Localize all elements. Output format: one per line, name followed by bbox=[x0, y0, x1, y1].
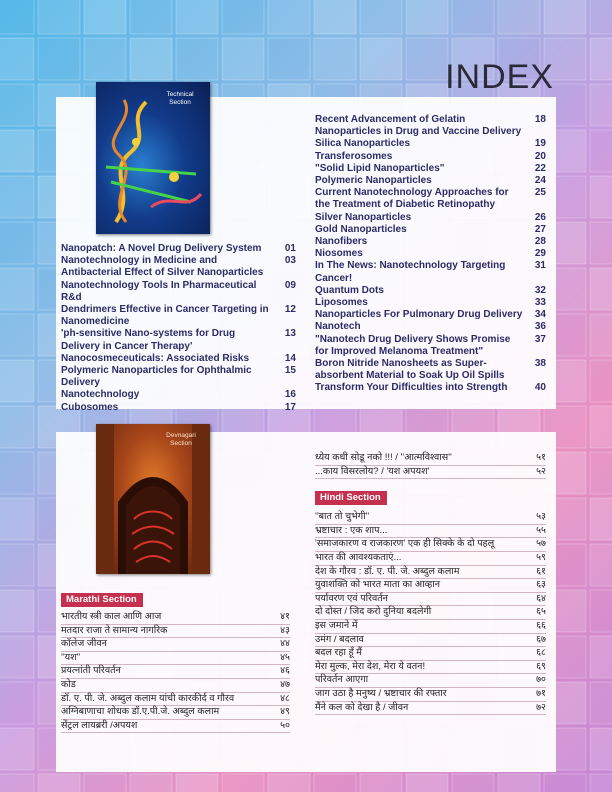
toc-entry bbox=[315, 212, 546, 224]
toc-entry-page: 27 bbox=[534, 223, 546, 235]
toc-entry-page: ६५ bbox=[536, 606, 546, 618]
toc-entry-page: 33 bbox=[534, 297, 546, 309]
hindi-toc bbox=[315, 511, 546, 715]
toc-entry-title: देश के गौरव : डॉ. ए. पी. जे. अब्दुल कलाम bbox=[315, 565, 460, 577]
toc-entry-title: दो दोस्त / जिद करो दुनिया बदलेगी bbox=[315, 606, 432, 618]
tile-111 bbox=[590, 314, 612, 356]
toc-entry bbox=[61, 255, 296, 279]
toc-entry bbox=[315, 163, 546, 175]
toc-entry-page: ७१ bbox=[536, 687, 546, 699]
tile-9 bbox=[406, 0, 448, 34]
toc-entry-title: In The News: Nanotechnology Targeting Cancer! bbox=[315, 260, 506, 284]
toc-entry bbox=[61, 353, 296, 365]
toc-entry-page: ७० bbox=[536, 674, 546, 686]
marathi-toc-continued bbox=[315, 452, 546, 479]
toc-entry-title: Transform Your Difficulties into Strength bbox=[315, 382, 508, 394]
tile-249 bbox=[498, 774, 540, 792]
toc-entry-title: भारतीय स्त्री काल आणि आज bbox=[61, 611, 162, 622]
toc-entry bbox=[315, 382, 546, 394]
tile-223 bbox=[590, 682, 612, 724]
tile-17 bbox=[130, 38, 172, 80]
toc-entry-page: ६७ bbox=[536, 633, 546, 645]
technical-section-cover bbox=[96, 82, 210, 234]
toc-entry-page: ५१ bbox=[536, 452, 546, 463]
toc-entry-title: "Solid Lipid Nanoparticles" bbox=[315, 162, 445, 174]
toc-entry-title: Current Nanotechnology Approaches for the Treatment of Diabetic Retinopathy bbox=[315, 187, 509, 211]
tile-140 bbox=[0, 452, 34, 494]
tile-126 bbox=[0, 406, 34, 448]
toc-entry-page: ४५ bbox=[280, 651, 290, 663]
toc-entry bbox=[315, 297, 546, 309]
toc-entry bbox=[61, 389, 296, 401]
toc-entry bbox=[315, 187, 546, 211]
tile-242 bbox=[176, 774, 218, 792]
toc-entry-page: 09 bbox=[284, 279, 296, 291]
toc-entry-title: इस जमाने में bbox=[315, 619, 358, 631]
toc-entry-page: 40 bbox=[534, 382, 546, 394]
tile-20 bbox=[268, 38, 310, 80]
toc-entry-page: 26 bbox=[534, 211, 546, 223]
tile-168 bbox=[0, 544, 34, 586]
toc-entry-page: ५७ bbox=[536, 538, 546, 550]
tile-182 bbox=[0, 590, 34, 632]
toc-entry bbox=[61, 365, 296, 389]
toc-entry-page: 17 bbox=[284, 401, 296, 413]
toc-entry-title: उमंग / बदलाव bbox=[315, 633, 364, 645]
tile-41 bbox=[590, 84, 612, 126]
toc-entry-page: 13 bbox=[284, 328, 296, 340]
toc-entry bbox=[61, 402, 296, 414]
toc-entry bbox=[315, 674, 546, 688]
toc-entry bbox=[61, 280, 296, 304]
tile-83 bbox=[590, 222, 612, 264]
toc-entry bbox=[315, 248, 546, 260]
tile-112 bbox=[0, 360, 34, 402]
toc-entry bbox=[61, 611, 290, 625]
toc-entry-title: Nanotech bbox=[315, 321, 361, 333]
toc-entry-title: Nanofibers bbox=[315, 236, 368, 248]
toc-entry-page: ५३ bbox=[536, 511, 546, 523]
toc-entry-page: 31 bbox=[534, 260, 546, 272]
toc-entry-title: Polymeric Nanoparticles for Ophthalmic Delivery bbox=[61, 365, 252, 389]
toc-entry-page: 01 bbox=[284, 243, 296, 254]
tile-55 bbox=[590, 130, 612, 172]
toc-entry-title: Nanopatch: A Novel Drug Delivery System bbox=[61, 243, 262, 254]
toc-entry-page: ४३ bbox=[280, 624, 290, 636]
toc-entry-title: Polymeric Nanoparticles bbox=[315, 175, 432, 187]
toc-entry bbox=[315, 525, 546, 539]
tile-5 bbox=[222, 0, 264, 34]
toc-entry bbox=[61, 328, 296, 352]
tile-28 bbox=[0, 84, 34, 126]
toc-entry bbox=[61, 693, 290, 707]
technical-toc-left bbox=[61, 243, 296, 414]
toc-entry-title: कोड bbox=[61, 678, 76, 690]
tile-244 bbox=[268, 774, 310, 792]
toc-entry bbox=[315, 236, 546, 248]
toc-entry-page: ६४ bbox=[536, 592, 546, 604]
toc-entry-title: Cubosomes bbox=[61, 401, 119, 413]
toc-entry-page: 24 bbox=[534, 175, 546, 187]
tile-11 bbox=[498, 0, 540, 34]
toc-entry bbox=[315, 466, 546, 480]
tile-69 bbox=[590, 176, 612, 218]
tile-18 bbox=[176, 38, 218, 80]
toc-entry-title: सेंट्रल लायब्ररी /अपयश bbox=[61, 719, 138, 731]
tile-153 bbox=[590, 452, 612, 494]
toc-entry bbox=[315, 661, 546, 675]
toc-entry bbox=[315, 138, 546, 150]
toc-entry bbox=[315, 579, 546, 593]
tile-139 bbox=[590, 406, 612, 448]
toc-entry bbox=[315, 511, 546, 525]
devnagari-section-cover bbox=[96, 424, 210, 574]
toc-entry-title: Nanocosmeceuticals: Associated Risks bbox=[61, 352, 250, 364]
toc-entry-page: ५५ bbox=[536, 524, 546, 536]
toc-entry-title: Niosomes bbox=[315, 248, 363, 260]
toc-entry bbox=[315, 634, 546, 648]
tile-224 bbox=[0, 728, 34, 770]
toc-entry bbox=[315, 606, 546, 620]
toc-entry-page: 12 bbox=[284, 304, 296, 316]
toc-entry-title: Liposomes bbox=[315, 297, 368, 309]
tile-251 bbox=[590, 774, 612, 792]
tile-10 bbox=[452, 0, 494, 34]
tile-237 bbox=[590, 728, 612, 770]
toc-entry bbox=[315, 538, 546, 552]
toc-entry-title: बदल रहा हूँ मैं bbox=[315, 647, 362, 659]
toc-entry bbox=[61, 304, 296, 328]
toc-entry bbox=[61, 679, 290, 693]
toc-entry-title: Silica Nanoparticles bbox=[315, 138, 411, 150]
toc-entry-page: ४९ bbox=[280, 706, 290, 718]
toc-entry-page: 28 bbox=[534, 236, 546, 248]
toc-entry-title: अग्निबाणाचा शोधक डॉ.ए.पी.जे. अब्दुल कलाम bbox=[61, 706, 220, 718]
tile-98 bbox=[0, 314, 34, 356]
tile-250 bbox=[544, 774, 586, 792]
toc-entry bbox=[315, 114, 546, 138]
tile-195 bbox=[590, 590, 612, 632]
tile-15 bbox=[38, 38, 80, 80]
toc-entry-page: 29 bbox=[534, 248, 546, 260]
tile-248 bbox=[452, 774, 494, 792]
tile-246 bbox=[360, 774, 402, 792]
toc-entry-page: 37 bbox=[534, 333, 546, 345]
technical-toc-right bbox=[315, 114, 546, 395]
tile-0 bbox=[0, 0, 34, 34]
tile-245 bbox=[314, 774, 356, 792]
toc-entry bbox=[315, 620, 546, 634]
toc-entry bbox=[315, 647, 546, 661]
toc-entry-page: ६८ bbox=[536, 647, 546, 659]
toc-entry bbox=[315, 285, 546, 297]
tile-209 bbox=[590, 636, 612, 678]
toc-entry-page: 03 bbox=[284, 255, 296, 267]
toc-entry bbox=[315, 702, 546, 716]
toc-entry-page: ४१ bbox=[280, 611, 290, 622]
toc-entry bbox=[315, 151, 546, 163]
tile-7 bbox=[314, 0, 356, 34]
toc-entry-title: Nanotechnology bbox=[61, 389, 140, 401]
toc-entry bbox=[315, 452, 546, 466]
toc-entry bbox=[315, 566, 546, 580]
tile-6 bbox=[268, 0, 310, 34]
devnagari-right-column bbox=[315, 452, 546, 715]
toc-entry-page: 15 bbox=[284, 365, 296, 377]
tile-21 bbox=[314, 38, 356, 80]
toc-entry-title: Boron Nitride Nanosheets as Super-absorbent Material to Soak Up Oil Spills bbox=[315, 358, 505, 382]
tile-154 bbox=[0, 498, 34, 540]
tile-210 bbox=[0, 682, 34, 724]
toc-entry-page: ५२ bbox=[536, 465, 546, 477]
tile-23 bbox=[406, 38, 448, 80]
toc-entry-title: भारत की आवश्यकताएं... bbox=[315, 551, 402, 563]
tile-22 bbox=[360, 38, 402, 80]
toc-entry-page: 19 bbox=[534, 138, 546, 150]
toc-entry-page: 34 bbox=[534, 309, 546, 321]
toc-entry bbox=[315, 224, 546, 236]
toc-entry-title: Transferosomes bbox=[315, 150, 393, 162]
toc-entry-title: Dendrimers Effective in Cancer Targeting in Nanomedicine bbox=[61, 304, 269, 328]
tile-12 bbox=[544, 0, 586, 34]
toc-entry-title: भ्रष्टाचार : एक शाप... bbox=[315, 524, 388, 536]
toc-entry-title: Nanotechnology in Medicine and Antibacterial Effect of Silver Nanoparticles bbox=[61, 255, 264, 279]
toc-entry bbox=[61, 625, 290, 639]
toc-entry bbox=[315, 260, 546, 284]
tile-8 bbox=[360, 0, 402, 34]
toc-entry-page: 14 bbox=[284, 352, 296, 364]
toc-entry-page: 16 bbox=[284, 389, 296, 401]
toc-entry-title: Recent Advancement of Gelatin Nanoparticles in Drug and Vaccine Delivery bbox=[315, 114, 522, 138]
tile-13 bbox=[590, 0, 612, 34]
toc-entry-title: Nanotechnology Tools In Pharmaceutical R&d bbox=[61, 279, 257, 303]
toc-entry-page: ५० bbox=[280, 719, 290, 731]
toc-entry-page: 22 bbox=[534, 162, 546, 174]
toc-entry-title: कॉलेज जीवन bbox=[61, 638, 107, 650]
toc-entry-title: परिवर्तन आएगा bbox=[315, 674, 369, 686]
tile-42 bbox=[0, 130, 34, 172]
toc-entry bbox=[61, 720, 290, 734]
toc-entry-title: ''यश'' bbox=[61, 651, 81, 663]
tile-4 bbox=[176, 0, 218, 34]
devnagari-cover-label: Devnagari Section bbox=[166, 432, 196, 447]
toc-entry-page: 38 bbox=[534, 358, 546, 370]
toc-entry bbox=[315, 358, 546, 382]
tile-247 bbox=[406, 774, 448, 792]
toc-entry bbox=[315, 321, 546, 333]
toc-entry bbox=[61, 652, 290, 666]
tile-70 bbox=[0, 222, 34, 264]
hindi-section-heading: Hindi Section bbox=[315, 491, 387, 505]
toc-entry-title: ...काय विसरलोय? / 'यश अपयश' bbox=[315, 465, 430, 477]
index-title: INDEX bbox=[445, 58, 554, 96]
technical-cover-label: Technical Section bbox=[166, 91, 194, 106]
tile-14 bbox=[0, 38, 34, 80]
toc-entry-page: ६९ bbox=[536, 660, 546, 672]
toc-entry-title: ''बात तो चुभेगी'' bbox=[315, 511, 370, 523]
tile-19 bbox=[222, 38, 264, 80]
toc-entry bbox=[61, 638, 290, 652]
toc-entry-title: मैंने कल को देखा है / जीवन bbox=[315, 701, 409, 713]
marathi-section-heading: Marathi Section bbox=[61, 593, 143, 607]
toc-entry-title: Silver Nanoparticles bbox=[315, 211, 412, 223]
toc-entry-title: Quantum Dots bbox=[315, 284, 384, 296]
toc-entry-title: जाग उठा है मनुष्य / भ्रष्टाचार की रफ्तार bbox=[315, 687, 447, 699]
tile-97 bbox=[590, 268, 612, 310]
toc-entry-page: ४६ bbox=[280, 665, 290, 677]
tile-2 bbox=[84, 0, 126, 34]
tile-3 bbox=[130, 0, 172, 34]
toc-entry bbox=[315, 593, 546, 607]
tile-84 bbox=[0, 268, 34, 310]
tile-238 bbox=[0, 774, 34, 792]
tile-16 bbox=[84, 38, 126, 80]
toc-entry-page: 20 bbox=[534, 150, 546, 162]
toc-entry-page: 18 bbox=[534, 114, 546, 125]
toc-entry-page: ४४ bbox=[280, 638, 290, 650]
toc-entry bbox=[61, 243, 296, 255]
tile-27 bbox=[590, 38, 612, 80]
tile-181 bbox=[590, 544, 612, 586]
toc-entry-title: 'ph-sensitive Nano-systems for Drug Delivery in Cancer Therapy' bbox=[61, 328, 236, 352]
tile-240 bbox=[84, 774, 126, 792]
toc-entry-title: प्रयत्नांती परिवर्तन bbox=[61, 665, 121, 677]
toc-entry-title: पर्यावरण एवं परिवर्तन bbox=[315, 592, 388, 604]
toc-entry-page: ४७ bbox=[280, 678, 290, 690]
tile-196 bbox=[0, 636, 34, 678]
toc-entry-page: ७२ bbox=[536, 701, 546, 713]
toc-entry-title: 'समाजकारण व राजकारण' एक ही सिक्के के दो पहलू bbox=[315, 538, 495, 550]
marathi-section bbox=[61, 589, 290, 733]
toc-entry-page: ४८ bbox=[280, 692, 290, 704]
toc-entry-title: डॉ. ए. पी. जे. अब्दुल कलाम यांची कारकीर्द व गौरव bbox=[61, 692, 235, 704]
toc-entry-title: मेरा मुल्क, मेरा देश, मेरा ये वतन! bbox=[315, 660, 426, 672]
toc-entry-title: Nanoparticles For Pulmonary Drug Delivery bbox=[315, 309, 523, 321]
toc-entry-page: ६३ bbox=[536, 579, 546, 591]
toc-entry-page: ६६ bbox=[536, 619, 546, 631]
tile-241 bbox=[130, 774, 172, 792]
toc-entry-title: मतदार राजा ते सामान्य नागरिक bbox=[61, 624, 168, 636]
toc-entry bbox=[315, 688, 546, 702]
tile-243 bbox=[222, 774, 264, 792]
toc-entry bbox=[315, 334, 546, 358]
marathi-toc bbox=[61, 611, 290, 733]
toc-entry bbox=[61, 706, 290, 720]
toc-entry-page: 32 bbox=[534, 284, 546, 296]
tile-56 bbox=[0, 176, 34, 218]
toc-entry bbox=[315, 552, 546, 566]
toc-entry-title: "Nanotech Drug Delivery Shows Promise for Improved Melanoma Treatment" bbox=[315, 333, 511, 357]
toc-entry-page: 25 bbox=[534, 187, 546, 199]
toc-entry bbox=[315, 175, 546, 187]
toc-entry bbox=[61, 665, 290, 679]
tile-125 bbox=[590, 360, 612, 402]
tile-239 bbox=[38, 774, 80, 792]
toc-entry-title: ध्येय कधी सोडू नको !!! / ''आत्मविश्वास'' bbox=[315, 452, 452, 463]
tile-167 bbox=[590, 498, 612, 540]
toc-entry-title: Gold Nanoparticles bbox=[315, 223, 407, 235]
toc-entry-title: युवाशक्ति को भारत माता का आव्हान bbox=[315, 579, 441, 591]
toc-entry bbox=[315, 309, 546, 321]
toc-entry-page: ५९ bbox=[536, 551, 546, 563]
toc-entry-page: 36 bbox=[534, 321, 546, 333]
toc-entry-page: ६१ bbox=[536, 565, 546, 577]
tile-1 bbox=[38, 0, 80, 34]
